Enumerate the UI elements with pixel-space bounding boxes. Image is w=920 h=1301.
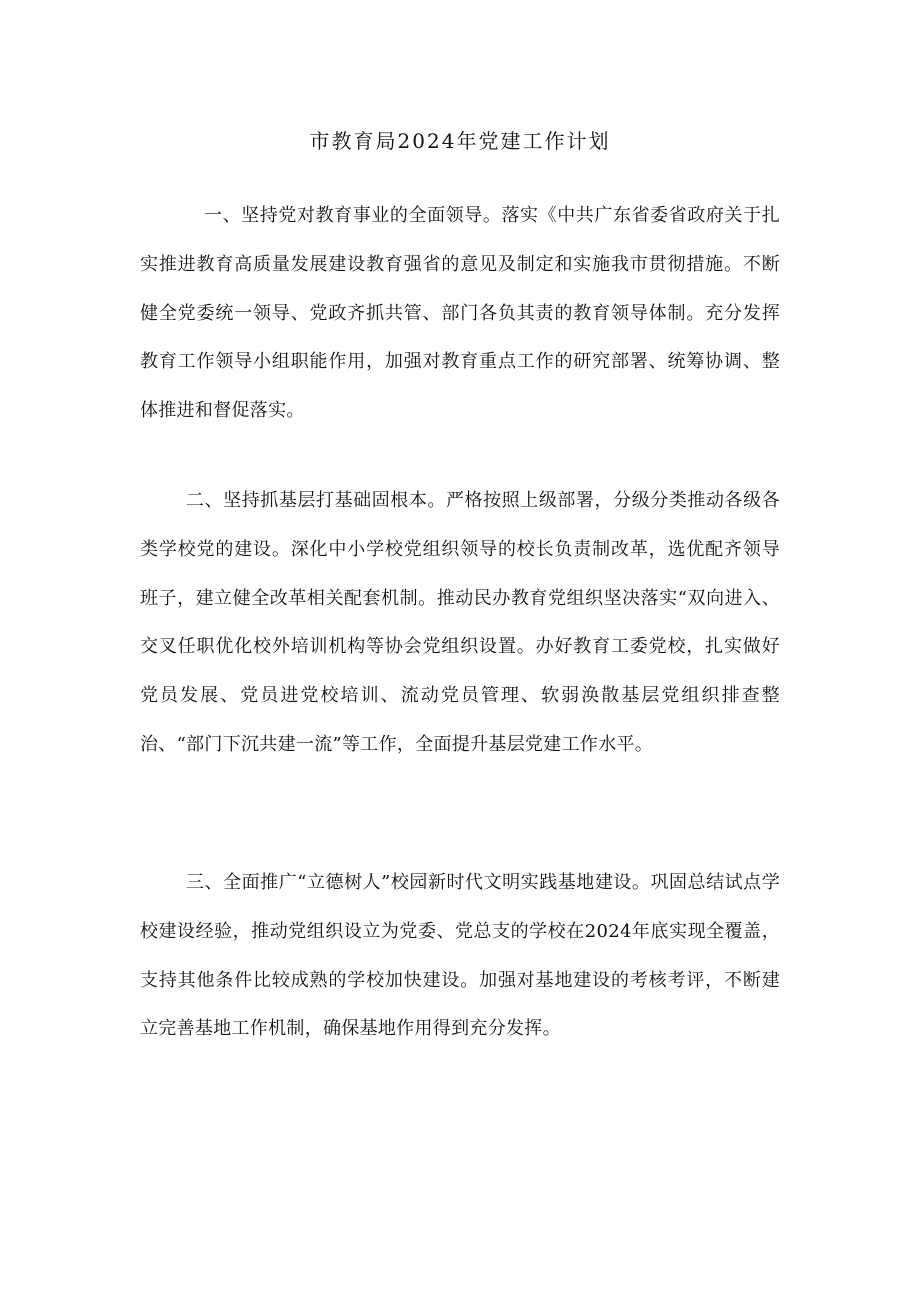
document-title: 市教育局2024年党建工作计划: [309, 129, 611, 153]
paragraph-1: 一、坚持党对教育事业的全面领导。落实《中共广东省委省政府关于扎实推进教育高质量发展建设教育强省的意见及制定和实施我市贯彻措施。不断健全党委统一领导、党政齐抓共管、部门各负其责的教育领导体制。充分发挥教育工作领导小组职能作用，加强对教育重点工作的研究部署、统筹协调、整体推进和督促落实。: [140, 205, 780, 422]
paragraph-3: 三、全面推广“立德树人”校园新时代文明实践基地建设。巩固总结试点学校建设经验，推动党组织设立为党委、党总支的学校在2024年底实现全覆盖，支持其他条件比较成熟的学校加快建设。加强对基地建设的考核考评，不断建立完善基地工作机制，确保基地作用得到充分发挥。: [140, 872, 780, 1040]
paragraph-2: 二、坚持抓基层打基础固根本。严格按照上级部署，分级分类推动各级各类学校党的建设。深化中小学校党组织领导的校长负责制改革，选优配齐领导班子，建立健全改革相关配套机制。推动民办教育党组织坚决落实“双向进入、交叉任职优化校外培训机构等协会党组织设置。办好教育工委党校，扎实做好党员发展、党员进党校培训、流动党员管理、软弱涣散基层党组织排查整治、“部门下沉共建一流”等工作，全面提升基层党建工作水平。: [140, 490, 780, 755]
